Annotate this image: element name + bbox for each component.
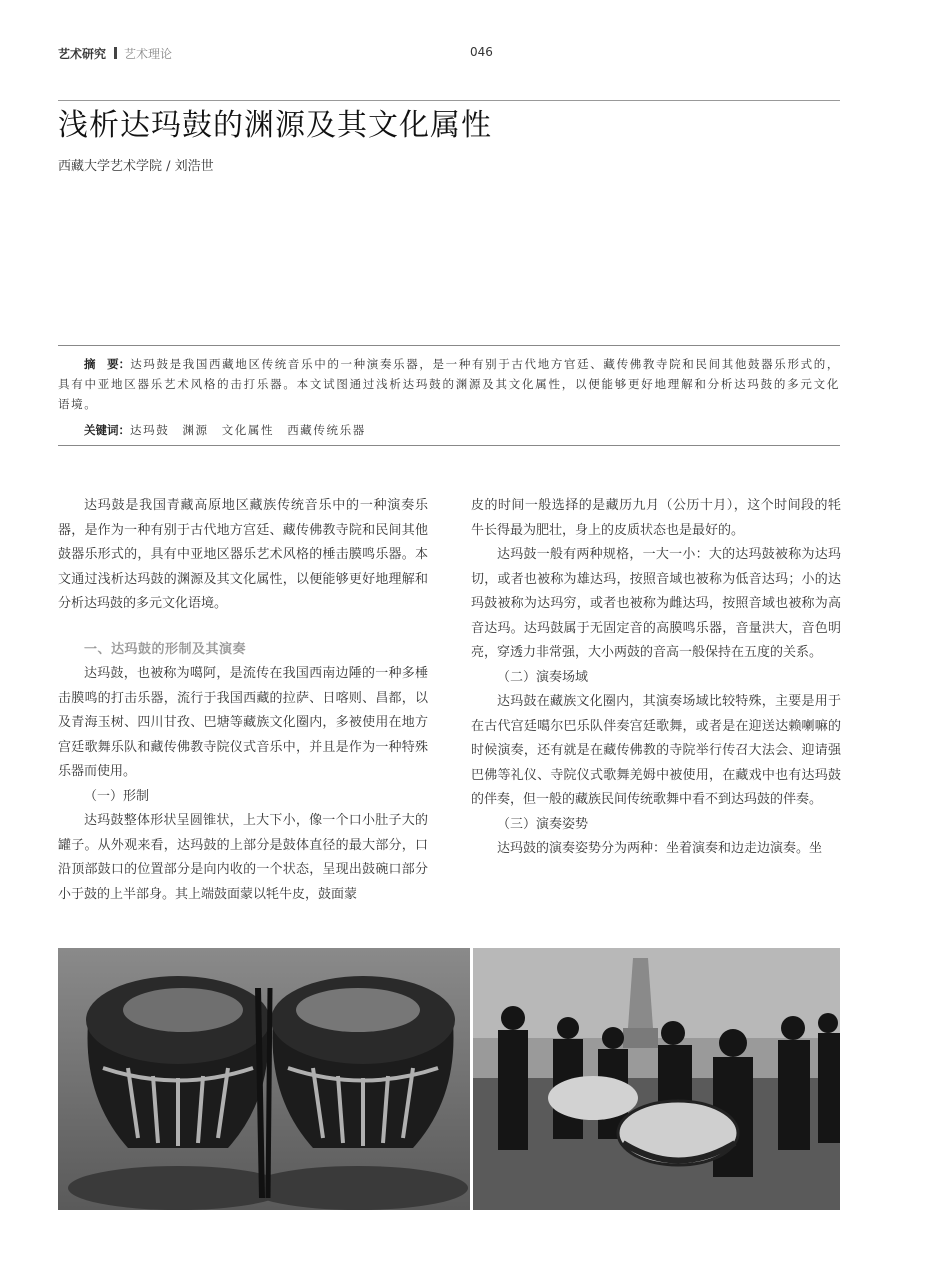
performance-photo-drawing bbox=[473, 948, 840, 1210]
header-divider bbox=[114, 47, 117, 59]
subsection-heading: （一）形制 bbox=[84, 788, 150, 804]
page-number: 046 bbox=[470, 45, 493, 59]
author-line: 西藏大学艺术学院 / 刘浩世 bbox=[58, 159, 214, 174]
body-paragraph: 达玛鼓整体形状呈圆锥状，上大下小，像一个口小肚子大的罐子。从外观来看，达玛鼓的上部分是鼓体直径的最大部分，口沿顶部鼓口的位置部分是向内收的一个状态，呈现出鼓碗口部分小于鼓的上半部身。其上端鼓面蒙以牦牛皮，鼓面蒙 bbox=[58, 813, 428, 902]
abstract bbox=[58, 354, 840, 414]
drums-photo bbox=[58, 948, 470, 1210]
intro-paragraph: 达玛鼓是我国青藏高原地区藏族传统音乐中的一种演奏乐器，是作为一种有别于古代地方宫廷、藏传佛教寺院和民间其他鼓器乐形式的，具有中亚地区器乐艺术风格的棰击膜鸣乐器。本文通过浅析达玛鼓的渊源及其文化属性，以便能够更好地理解和分析达玛鼓的多元文化语境。 bbox=[58, 498, 428, 611]
body-paragraph: 达玛鼓，也被称为噶阿，是流传在我国西南边陲的一种多棰击膜鸣的打击乐器，流行于我国西藏的拉萨、日喀则、昌都，以及青海玉树、四川甘孜、巴塘等藏族文化圈内，多被使用在地方宫廷歌舞乐队和藏传佛教寺院仪式音乐中，并且是作为一种特殊乐器而使用。 bbox=[58, 666, 428, 779]
body-column-right bbox=[471, 494, 841, 862]
drums-photo-drawing bbox=[58, 948, 470, 1210]
body-paragraph: 达玛鼓一般有两种规格，一大一小：大的达玛鼓被称为达玛切，或者也被称为雄达玛，按照音域也被称为低音达玛；小的达玛鼓被称为达玛穷，或者也被称为雌达玛，按照音域也被称为高音达玛。达玛鼓属于无固定音的高膜鸣乐器，音量洪大，音色明亮，穿透力非常强，大小两鼓的音高一般保持在五度的关系。 bbox=[471, 547, 841, 660]
keywords bbox=[58, 420, 840, 440]
keywords-text: 达玛鼓 渊源 文化属性 西藏传统乐器 bbox=[130, 423, 366, 437]
abstract-text: 达玛鼓是我国西藏地区传统音乐中的一种演奏乐器，是一种有别于古代地方官廷、藏传佛教寺院和民间其他鼓器乐形式的，具有中亚地区器乐艺术风格的击打乐器。本文试图通过浅析达玛鼓的渊源及其文化属性，以便能够更好地理解和分析达玛鼓的多元文化语境。 bbox=[58, 357, 840, 411]
journal-section bbox=[58, 45, 172, 62]
body-paragraph: 达玛鼓在藏族文化圈内，其演奏场域比较特殊，主要是用于在古代宫廷噶尔巴乐队伴奏宫廷歌舞，或者是在迎送达赖喇嘛的时候演奏，还有就是在藏传佛教的寺院举行传召大法会、迎请强巴佛等礼仪、寺院仪式歌舞羌姆中被使用，在藏戏中也有达玛鼓的伴奏，但一般的藏族民间传统歌舞中看不到达玛鼓的伴奏。 bbox=[471, 694, 841, 807]
body-paragraph: 达玛鼓的演奏姿势分为两种：坐着演奏和边走边演奏。坐 bbox=[497, 841, 823, 856]
subsection-heading: （三）演奏姿势 bbox=[497, 816, 589, 832]
abstract-bottom-rule bbox=[58, 445, 840, 446]
section-name: 艺术研究 bbox=[58, 47, 107, 61]
body-paragraph: 皮的时间一般选择的是藏历九月（公历十月），这个时间段的牦牛长得最为肥壮，身上的皮质状态也是最好的。 bbox=[471, 498, 841, 538]
subsection-heading: （二）演奏场域 bbox=[497, 669, 589, 685]
header-rule bbox=[58, 100, 840, 101]
keywords-label: 关键词： bbox=[84, 423, 130, 437]
performance-photo bbox=[473, 948, 840, 1210]
article-title: 浅析达玛鼓的渊源及其文化属性 bbox=[58, 108, 492, 143]
abstract-top-rule bbox=[58, 345, 840, 346]
subsection-name: 艺术理论 bbox=[124, 47, 173, 61]
abstract-label: 摘 要： bbox=[84, 357, 131, 371]
body-column-left bbox=[58, 494, 428, 907]
running-header bbox=[58, 42, 840, 62]
section-heading: 一、达玛鼓的形制及其演奏 bbox=[84, 641, 247, 657]
